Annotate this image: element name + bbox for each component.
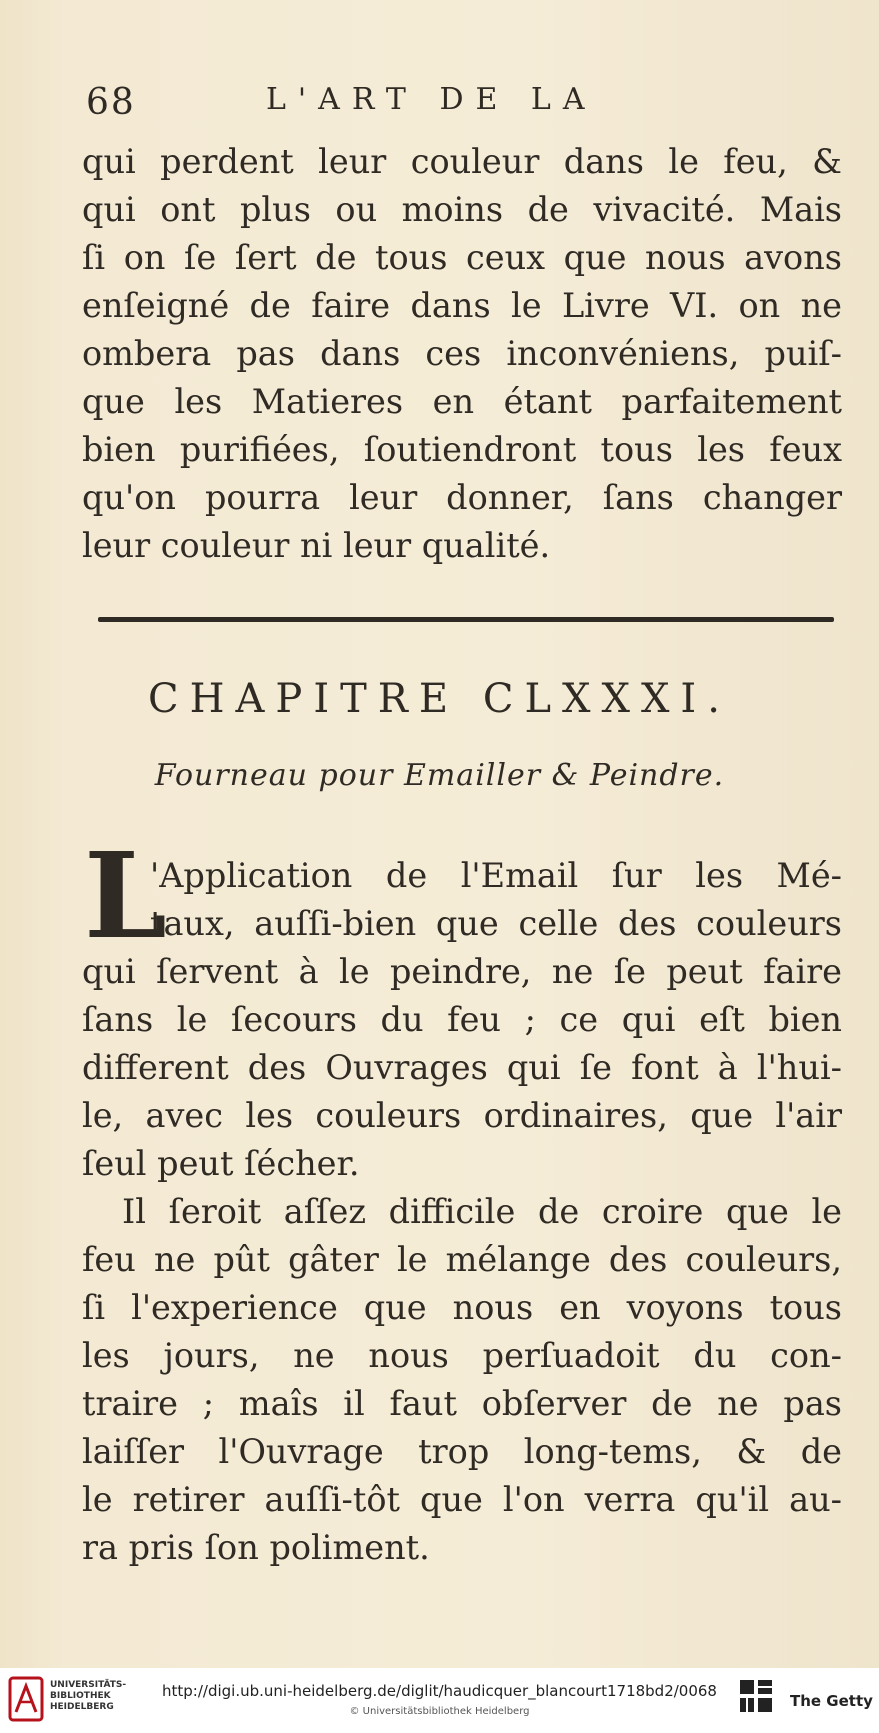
paragraph-2 — [82, 1188, 842, 1572]
continued-paragraph — [82, 138, 842, 570]
text-line: leur couleur ni leur qualité. — [82, 526, 551, 565]
text-line: le, avec les couleurs ordinaires, que l'air — [82, 1096, 842, 1135]
text-line: ſeul peut ſécher. — [82, 1144, 360, 1183]
page-header — [86, 82, 846, 134]
institution-name: UNIVERSITÄTS- BIBLIOTHEK HEIDELBERG — [50, 1680, 127, 1712]
text-line: enſeigné de faire dans le Livre VI. on ne — [82, 286, 842, 325]
text-line: feu ne pût gâter le mélange des couleurs, — [82, 1240, 842, 1279]
paragraph-1 — [82, 852, 842, 1188]
getty-logo-icon — [738, 1678, 774, 1714]
viewer-footer — [0, 1668, 879, 1733]
page-number: 68 — [86, 82, 136, 123]
text-line: traire ; maîs il faut obſerver de ne pas — [82, 1384, 842, 1423]
chapter-title: CHAPITRE CLXXXI. — [148, 676, 731, 722]
text-line: qui ſervent à le peindre, ne ſe peut faire — [82, 952, 842, 991]
text-line: ſi l'experience que nous en voyons tous — [82, 1288, 842, 1327]
text-line: qui perdent leur couleur dans le feu, & — [82, 142, 842, 181]
text-line: ſi on ſe ſert de tous ceux que nous avons — [82, 238, 842, 277]
text-line: qu'on pourra leur donner, ſans changer — [82, 478, 842, 517]
chapter-subtitle: Fourneau pour Emailler & Peindre. — [154, 758, 725, 793]
drop-capital: L — [84, 826, 167, 965]
copyright-notice: © Universitätsbibliothek Heidelberg — [349, 1706, 530, 1717]
text-line: taux, auſſi-bien que celle des couleurs — [150, 904, 842, 943]
running-title: L'ART DE LA — [266, 82, 597, 117]
text-line: Il ſeroit aſſez difficile de croire que le — [122, 1192, 842, 1231]
text-line: ſans le ſecours du feu ; ce qui eſt bien — [82, 1000, 842, 1039]
text-line: les jours, ne nous perſuadoit du con- — [82, 1336, 842, 1375]
section-rule — [98, 617, 834, 622]
text-line: ra pris ſon poliment. — [82, 1528, 430, 1567]
text-line: ombera pas dans ces inconvéniens, puiſ- — [82, 334, 842, 373]
text-line: que les Matieres en étant parfaitement — [82, 382, 842, 421]
text-line: laiſſer l'Ouvrage trop long-tems, & de — [82, 1432, 842, 1471]
text-line: 'Application de l'Email ſur les Mé- — [150, 856, 842, 895]
text-line: qui ont plus ou moins de vivacité. Mais — [82, 190, 842, 229]
partner-name: The Getty — [790, 1692, 873, 1710]
text-line: bien purifiées, ſoutiendront tous les feux — [82, 430, 842, 469]
text-line: le retirer auſſi-tôt que l'on verra qu'il au- — [82, 1480, 842, 1519]
text-line: different des Ouvrages qui ſe font à l'hui- — [82, 1048, 842, 1087]
permalink-url[interactable]: http://digi.ub.uni-heidelberg.de/diglit/haudicquer_blancourt1718bd2/0068 — [162, 1682, 717, 1700]
